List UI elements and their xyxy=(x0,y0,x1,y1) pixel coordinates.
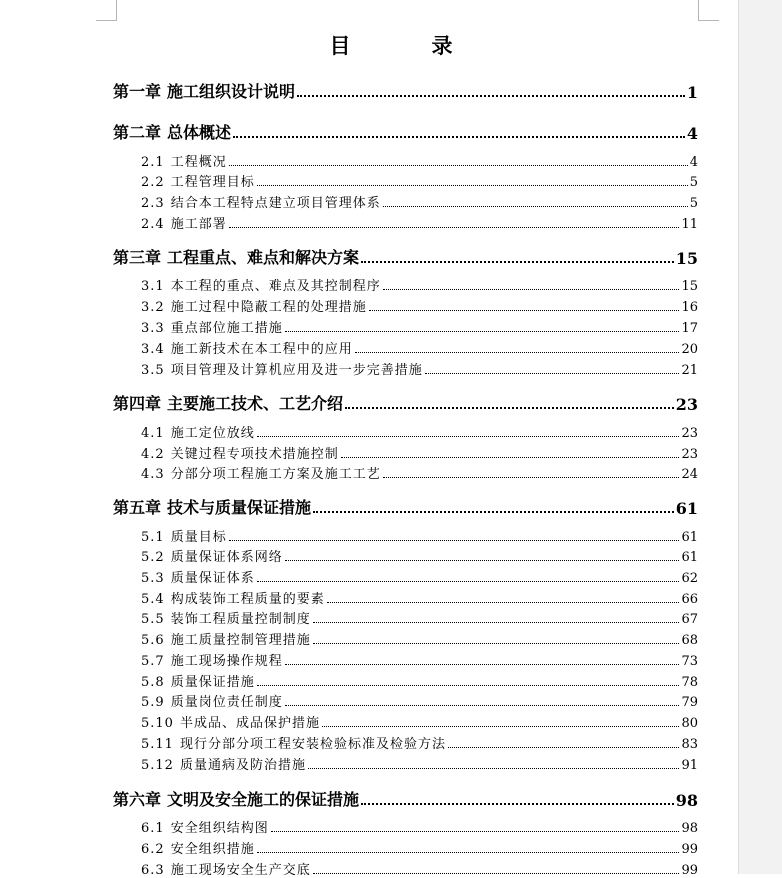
toc-chapter-entry[interactable] xyxy=(113,244,698,268)
toc-entry-number: 3.4 xyxy=(141,342,165,357)
toc-entry-number: 2.1 xyxy=(141,155,165,170)
toc-page-number: 23 xyxy=(675,395,698,414)
toc-entry-heading xyxy=(141,317,283,336)
toc-entry-number: 5.8 xyxy=(141,675,165,690)
toc-dot-leader xyxy=(313,622,680,623)
toc-page-number: 16 xyxy=(681,300,698,315)
toc-section-entry[interactable] xyxy=(141,860,698,878)
toc-dot-leader xyxy=(361,261,674,263)
toc-entry-number: 3.3 xyxy=(141,321,165,336)
toc-dot-leader xyxy=(257,852,680,853)
toc-section-entry[interactable] xyxy=(141,464,698,482)
toc-entry-heading xyxy=(113,79,295,102)
toc-entry-number: 5.7 xyxy=(141,654,165,669)
toc-section-entry[interactable] xyxy=(141,214,698,232)
toc-page-number: 99 xyxy=(681,863,698,878)
toc-entry-heading xyxy=(141,691,283,710)
toc-page-number: 21 xyxy=(681,363,698,378)
toc-section-entry[interactable] xyxy=(141,172,698,190)
toc-dot-leader xyxy=(229,540,680,541)
toc-entry-label: 施工定位放线 xyxy=(170,426,255,441)
toc-entry-number: 2.3 xyxy=(141,196,165,211)
toc-entry-number: 5.12 xyxy=(141,758,174,773)
toc-entry-label: 施工过程中隐蔽工程的处理措施 xyxy=(170,300,367,315)
toc-dot-leader xyxy=(229,227,680,228)
toc-section-entry[interactable] xyxy=(141,297,698,315)
toc-entry-label: 工程概况 xyxy=(170,155,227,170)
toc-dot-leader xyxy=(383,477,680,478)
toc-page-number: 20 xyxy=(681,342,698,357)
toc-dot-leader xyxy=(355,352,680,353)
toc-dot-leader xyxy=(361,803,674,805)
toc-entry-number: 4.3 xyxy=(141,467,165,482)
toc-dot-leader xyxy=(233,136,685,138)
toc-page-number: 98 xyxy=(681,821,698,836)
toc-page-number: 11 xyxy=(681,217,698,232)
toc-entry-heading xyxy=(141,546,283,565)
toc-entry-number: 5.11 xyxy=(141,737,174,752)
toc-chapter-entry[interactable] xyxy=(113,119,698,143)
toc-entry-number: 5.5 xyxy=(141,612,165,627)
toc-page-number: 61 xyxy=(681,550,698,565)
toc-entry-label: 关键过程专项技术措施控制 xyxy=(170,447,339,462)
toc-entry-heading xyxy=(141,838,255,857)
toc-page-number: 4 xyxy=(689,155,698,170)
toc-section-entry[interactable] xyxy=(141,672,698,690)
toc-entry-label: 总体概述 xyxy=(167,123,232,142)
toc-dot-leader xyxy=(229,165,688,166)
toc-dot-leader xyxy=(308,768,679,769)
toc-entry-label: 施工质量控制管理措施 xyxy=(170,633,311,648)
toc-entry-heading xyxy=(141,192,381,211)
toc-entry-heading xyxy=(141,151,227,170)
toc-dot-leader xyxy=(257,436,680,437)
toc-section-entry[interactable] xyxy=(141,713,698,731)
toc-section-entry[interactable] xyxy=(141,651,698,669)
toc-entry-heading xyxy=(141,171,255,190)
toc-entry-label: 施工组织设计说明 xyxy=(167,82,296,101)
toc-section-entry[interactable] xyxy=(141,318,698,336)
toc-entry-heading xyxy=(141,629,311,648)
toc-entry-number: 5.3 xyxy=(141,571,165,586)
toc-dot-leader xyxy=(313,643,680,644)
toc-entry-number: 6.3 xyxy=(141,863,165,878)
toc-page-number: 80 xyxy=(681,716,698,731)
toc-dot-leader xyxy=(341,457,680,458)
toc-entry-heading xyxy=(113,391,343,414)
toc-entry-label: 质量岗位责任制度 xyxy=(170,695,283,710)
toc-entry-heading xyxy=(141,567,255,586)
toc-dot-leader xyxy=(322,726,679,727)
toc-entry-label: 文明及安全施工的保证措施 xyxy=(167,790,360,809)
toc-page-number: 79 xyxy=(681,695,698,710)
toc-dot-leader xyxy=(345,407,674,409)
toc-title: 目 录 xyxy=(329,33,483,58)
toc-section-entry[interactable] xyxy=(141,444,698,462)
toc-section-entry[interactable] xyxy=(141,527,698,545)
toc-page-number: 23 xyxy=(681,426,698,441)
toc-dot-leader xyxy=(327,602,680,603)
toc-page-number: 61 xyxy=(681,530,698,545)
toc-section-entry[interactable] xyxy=(141,692,698,710)
toc-entry-heading xyxy=(141,650,283,669)
toc-entry-number: 5.4 xyxy=(141,592,165,607)
toc-entry-heading xyxy=(113,245,359,268)
toc-entry-label: 装饰工程质量控制制度 xyxy=(170,612,311,627)
toc-page-number: 5 xyxy=(689,175,698,190)
toc-dot-leader xyxy=(271,831,680,832)
toc-dot-leader xyxy=(383,289,680,290)
toc-entry-heading xyxy=(141,817,269,836)
toc-entry-number: 5.9 xyxy=(141,695,165,710)
toc-page-number: 83 xyxy=(681,737,698,752)
toc-entry-number: 5.2 xyxy=(141,550,165,565)
toc-entry-label: 重点部位施工措施 xyxy=(170,321,283,336)
toc-section-entry[interactable] xyxy=(141,360,698,378)
toc-entry-heading xyxy=(141,338,353,357)
toc-entry-label: 施工新技术在本工程中的应用 xyxy=(170,342,353,357)
toc-entry-heading xyxy=(141,359,423,378)
toc-entry-label: 分部分项工程施工方案及施工工艺 xyxy=(170,467,381,482)
toc-page-number: 68 xyxy=(681,633,698,648)
toc-entry-label: 施工现场安全生产交底 xyxy=(170,863,311,878)
toc-entry-label: 质量保证体系网络 xyxy=(170,550,283,565)
toc-page-number: 62 xyxy=(681,571,698,586)
toc-entry-number: 第五章 xyxy=(113,498,162,517)
toc-page-number: 4 xyxy=(686,124,698,143)
toc-entry-number: 5.10 xyxy=(141,716,174,731)
toc-section-entry[interactable] xyxy=(141,818,698,836)
toc-entry-number: 6.2 xyxy=(141,842,165,857)
toc-page-number: 61 xyxy=(675,499,698,518)
toc-section-entry[interactable] xyxy=(141,276,698,294)
toc-entry-label: 安全组织结构图 xyxy=(170,821,269,836)
toc-entry-label: 半成品、成品保护措施 xyxy=(179,716,320,731)
toc-entry-number: 3.2 xyxy=(141,300,165,315)
toc-entry-heading xyxy=(141,608,311,627)
toc-dot-leader xyxy=(285,331,680,332)
toc-entry-heading xyxy=(141,859,311,878)
toc-entry-label: 质量通病及防治措施 xyxy=(179,758,306,773)
toc-entry-number: 第四章 xyxy=(113,394,162,413)
toc-entry-number: 3.1 xyxy=(141,279,165,294)
toc-entry-label: 主要施工技术、工艺介绍 xyxy=(167,394,344,413)
toc-entry-label: 质量目标 xyxy=(170,530,227,545)
right-scroll-margin xyxy=(738,0,782,874)
toc-page-number: 98 xyxy=(675,791,698,810)
toc-dot-leader xyxy=(285,705,680,706)
toc-section-entry[interactable] xyxy=(141,193,698,211)
toc-entry-heading xyxy=(113,495,311,518)
toc-entry-heading xyxy=(141,754,306,773)
toc-dot-leader xyxy=(285,664,680,665)
toc-entry-label: 工程重点、难点和解决方案 xyxy=(167,248,360,267)
toc-section-entry[interactable] xyxy=(141,568,698,586)
toc-dot-leader xyxy=(257,581,680,582)
toc-entry-heading xyxy=(113,787,359,810)
toc-page-number: 1 xyxy=(686,83,698,102)
toc-entry-heading xyxy=(141,463,381,482)
toc-section-entry[interactable] xyxy=(141,152,698,170)
toc-entry-label: 工程管理目标 xyxy=(170,175,255,190)
toc-entry-number: 5.1 xyxy=(141,530,165,545)
toc-entry-heading xyxy=(141,443,339,462)
toc-chapter-entry[interactable] xyxy=(113,786,698,810)
toc-dot-leader xyxy=(285,560,680,561)
toc-entry-heading xyxy=(113,120,231,143)
toc-entry-label: 质量保证体系 xyxy=(170,571,255,586)
toc-section-entry[interactable] xyxy=(141,589,698,607)
toc-dot-leader xyxy=(369,310,680,311)
toc-dot-leader xyxy=(313,511,674,513)
toc-page-number: 99 xyxy=(681,842,698,857)
toc-page-number: 15 xyxy=(681,279,698,294)
toc-entry-label: 项目管理及计算机应用及进一步完善措施 xyxy=(170,363,423,378)
toc-entry-number: 第一章 xyxy=(113,82,162,101)
toc-page-number: 17 xyxy=(681,321,698,336)
toc-page-number: 24 xyxy=(681,467,698,482)
toc-entry-label: 施工部署 xyxy=(170,217,227,232)
toc-entry-number: 第三章 xyxy=(113,248,162,267)
toc-entry-number: 2.4 xyxy=(141,217,165,232)
toc-entry-label: 质量保证措施 xyxy=(170,675,255,690)
toc-dot-leader xyxy=(383,206,688,207)
toc-entry-heading xyxy=(141,422,255,441)
toc-entry-heading xyxy=(141,526,227,545)
toc-dot-leader xyxy=(297,95,685,97)
toc-section-entry[interactable] xyxy=(141,630,698,648)
toc-dot-leader xyxy=(257,185,688,186)
toc-chapter-entry[interactable] xyxy=(113,494,698,518)
toc-page-number: 91 xyxy=(681,758,698,773)
toc-entry-number: 2.2 xyxy=(141,175,165,190)
toc-section-entry[interactable] xyxy=(141,339,698,357)
toc-entry-label: 技术与质量保证措施 xyxy=(167,498,312,517)
toc-section-entry[interactable] xyxy=(141,755,698,773)
toc-entry-heading xyxy=(141,733,446,752)
toc-entry-label: 安全组织措施 xyxy=(170,842,255,857)
toc-page-number: 73 xyxy=(681,654,698,669)
toc-page-number: 66 xyxy=(681,592,698,607)
toc-dot-leader xyxy=(257,685,680,686)
toc-entry-number: 第六章 xyxy=(113,790,162,809)
toc-page-number: 5 xyxy=(689,196,698,211)
toc-dot-leader xyxy=(425,373,680,374)
toc-entry-label: 本工程的重点、难点及其控制程序 xyxy=(170,279,381,294)
toc-entry-heading xyxy=(141,671,255,690)
toc-section-entry[interactable] xyxy=(141,423,698,441)
toc-section-entry[interactable] xyxy=(141,609,698,627)
toc-page-number: 78 xyxy=(681,675,698,690)
toc-entry-number: 3.5 xyxy=(141,363,165,378)
toc-entry-number: 5.6 xyxy=(141,633,165,648)
toc-section-entry[interactable] xyxy=(141,547,698,565)
toc-entry-number: 4.2 xyxy=(141,447,165,462)
toc-entry-heading xyxy=(141,296,367,315)
toc-entry-heading xyxy=(141,275,381,294)
toc-page-number: 15 xyxy=(675,249,698,268)
toc-entry-number: 6.1 xyxy=(141,821,165,836)
toc-entry-label: 施工现场操作规程 xyxy=(170,654,283,669)
toc-chapter-entry[interactable] xyxy=(113,78,698,102)
toc-entry-number: 第二章 xyxy=(113,123,162,142)
toc-page-number: 67 xyxy=(681,612,698,627)
toc-section-entry[interactable] xyxy=(141,839,698,857)
toc-entry-heading xyxy=(141,588,325,607)
toc-entry-heading xyxy=(141,712,320,731)
toc-entry-number: 4.1 xyxy=(141,426,165,441)
toc-dot-leader xyxy=(448,747,679,748)
toc-section-entry[interactable] xyxy=(141,734,698,752)
toc-entry-heading xyxy=(141,213,227,232)
toc-entry-label: 构成装饰工程质量的要素 xyxy=(170,592,325,607)
toc-entry-label: 现行分部分项工程安装检验标准及检验方法 xyxy=(179,737,446,752)
toc-entry-label: 结合本工程特点建立项目管理体系 xyxy=(170,196,381,211)
toc-page-number: 23 xyxy=(681,447,698,462)
toc-chapter-entry[interactable] xyxy=(113,390,698,414)
